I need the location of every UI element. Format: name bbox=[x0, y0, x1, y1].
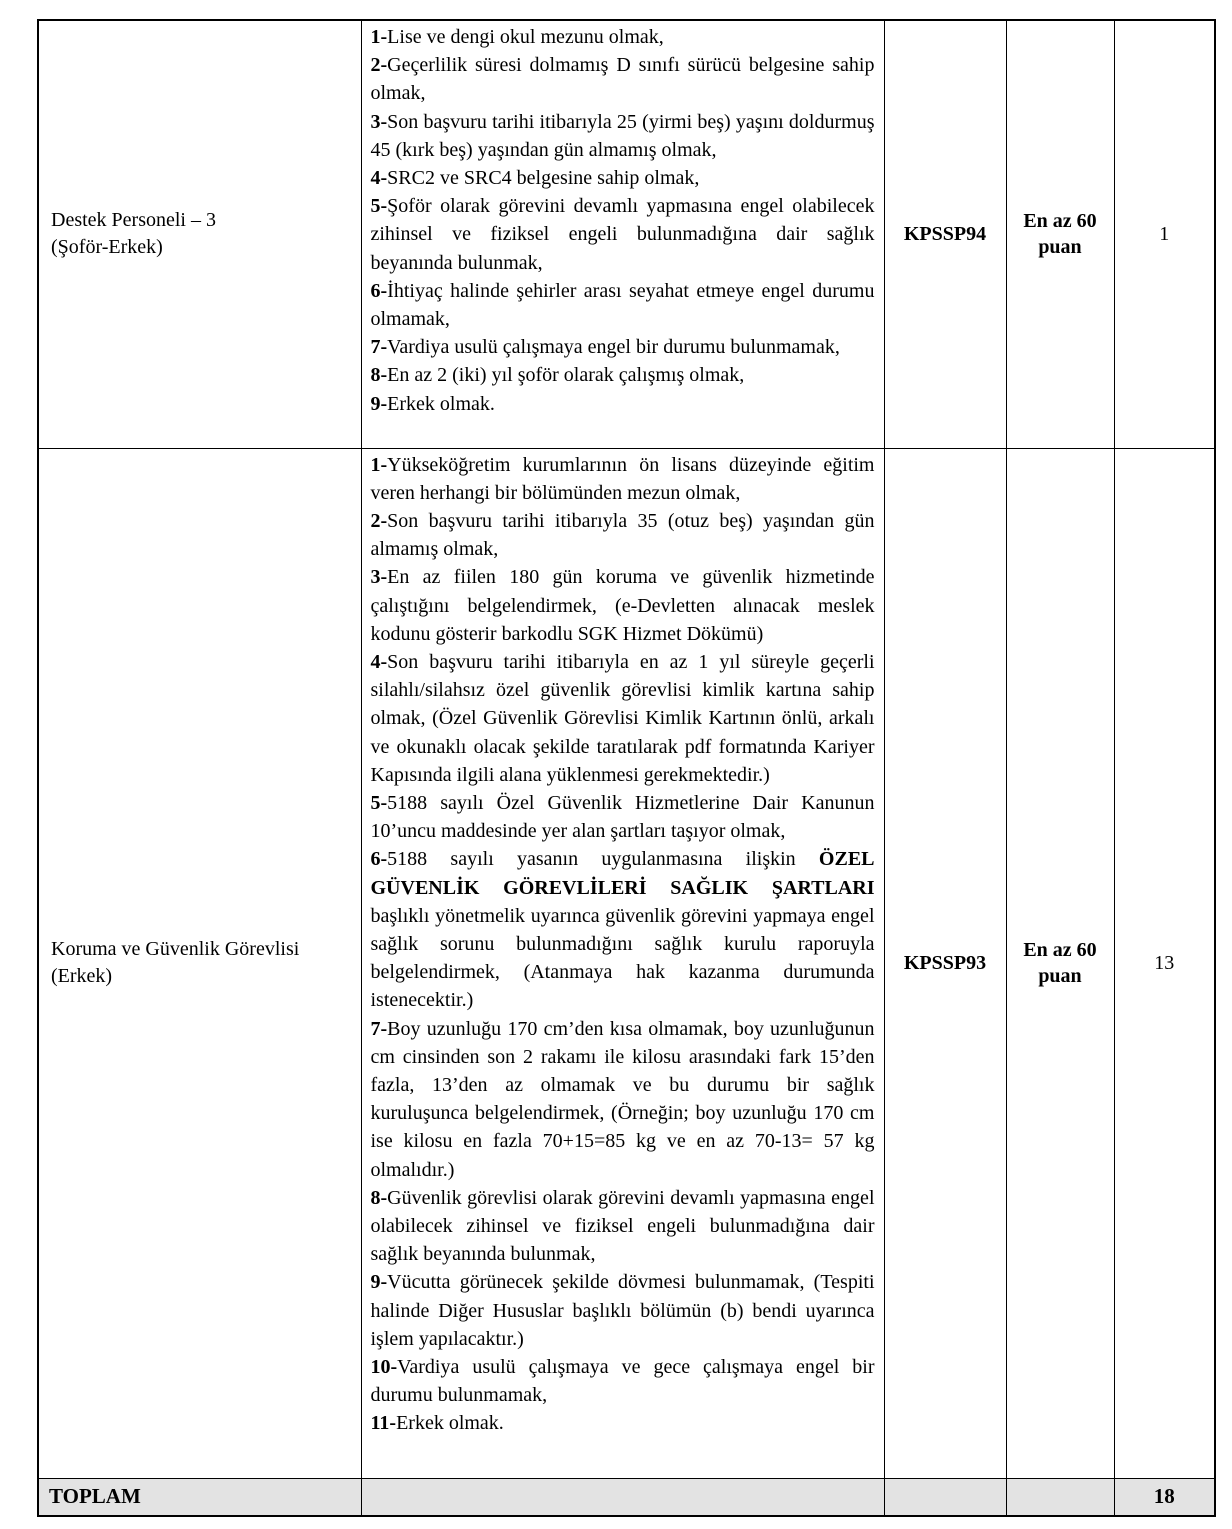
requirement-item: 7-Vardiya usulü çalışmaya engel bir durumu bulunmamak, bbox=[370, 336, 840, 359]
table-body bbox=[38, 20, 1215, 1478]
total-empty-kpss-cell bbox=[884, 1478, 1006, 1516]
requirement-item: 3-En az fiilen 180 gün koruma ve güvenlik hizmetinde çalıştığını belgelendirmek, (e-Devletten alınacak meslek kodunu gösterir barkodlu SGK Hizmet Dökümü) bbox=[370, 566, 875, 645]
kpss-score-type-cell: KPSSP93 bbox=[884, 448, 1006, 1478]
total-label: TOPLAM bbox=[38, 1478, 361, 1516]
requirement-item: 8-Güvenlik görevlisi olarak görevini devamlı yapmasına engel olabilecek zihinsel ve fiziksel engeli bulunmadığına dair sağlık beyanında bulunmak, bbox=[370, 1186, 875, 1266]
requirement-item: 9-Erkek olmak. bbox=[370, 392, 495, 415]
min-score-cell bbox=[1006, 448, 1114, 1478]
total-empty-requirements-cell bbox=[361, 1478, 884, 1516]
requirements-cell bbox=[361, 448, 884, 1478]
table-row bbox=[38, 448, 1215, 1478]
requirement-item: 4-Son başvuru tarihi itibarıyla en az 1 yıl süreyle geçerli silahlı/silahsız özel güvenlik görevlisi kimlik kartına sahip olmak, (Özel Güvenlik Görevlisi Kimlik Kartının önlü, arkalı ve okunaklı olacak şekilde taratılarak pdf formatında Kariyer Kapısında ilgili alana yüklenmesi gerekmektedir.) bbox=[370, 650, 875, 786]
min-score-line: En az 60 bbox=[1023, 939, 1097, 961]
requirement-item: 6-İhtiyaç halinde şehirler arası seyahat etmeye engel durumu olmamak, bbox=[370, 279, 875, 331]
requirement-item: 7-Boy uzunluğu 170 cm’den kısa olmamak, boy uzunluğunun cm cinsinden son 2 rakamı ile kilosu arasındaki fark 15’den fazla, 13’den az olmamak ve bu durumu bir sağlık kuruluşunca belgelendirmek, (Örneğin; boy uzunluğu 170 cm ise kilosu en fazla 70+15=85 kg ve en az 70-13= 57 kg olmalıdır.) bbox=[370, 1017, 875, 1181]
min-score-cell bbox=[1006, 20, 1114, 448]
requirement-item: 5-5188 sayılı Özel Güvenlik Hizmetlerine Dair Kanunun 10’uncu maddesinde yer alan şartları taşıyor olmak, bbox=[370, 791, 875, 843]
position-title-line: (Erkek) bbox=[51, 965, 113, 987]
min-score-line: puan bbox=[1038, 236, 1082, 259]
position-title-cell bbox=[38, 20, 361, 448]
requirement-item: 4-SRC2 ve SRC4 belgesine sahip olmak, bbox=[370, 167, 700, 190]
position-count-cell: 13 bbox=[1114, 448, 1215, 1478]
table-footer bbox=[38, 1478, 1215, 1516]
table-row bbox=[38, 20, 1215, 448]
requirement-item: 1-Yükseköğretim kurumlarının ön lisans düzeyinde eğitim veren herhangi bir bölümünden mezun olmak, bbox=[370, 453, 875, 504]
kpss-score-type-cell: KPSSP94 bbox=[884, 20, 1006, 448]
requirement-item: 9-Vücutta görünecek şekilde dövmesi bulunmamak, (Tespiti halinde Diğer Hususlar başlıklı bölümün (b) bendi uyarınca işlem yapılacaktır.) bbox=[370, 1271, 875, 1350]
requirement-item: 8-En az 2 (iki) yıl şoför olarak çalışmış olmak, bbox=[370, 364, 745, 387]
requirement-item: 2-Geçerlilik süresi dolmamış D sınıfı sürücü belgesine sahip olmak, bbox=[370, 54, 875, 105]
requirement-item: 2-Son başvuru tarihi itibarıyla 35 (otuz beş) yaşından gün almamış olmak, bbox=[370, 509, 875, 561]
position-title-line: Destek Personeli – 3 bbox=[51, 209, 216, 232]
requirement-item: 10-Vardiya usulü çalışmaya ve gece çalışmaya engel bir durumu bulunmamak, bbox=[370, 1356, 875, 1407]
position-title-cell bbox=[38, 448, 361, 1478]
position-count-cell: 1 bbox=[1114, 20, 1215, 448]
requirements-cell bbox=[361, 20, 884, 448]
requirement-item: 3-Son başvuru tarihi itibarıyla 25 (yirmi beş) yaşını doldurmuş 45 (kırk beş) yaşından gün almamış olmak, bbox=[370, 110, 875, 161]
requirement-item: 1-Lise ve dengi okul mezunu olmak, bbox=[370, 26, 664, 48]
requirement-item: 11-Erkek olmak. bbox=[370, 1412, 504, 1435]
total-row bbox=[38, 1478, 1215, 1516]
position-title-line: (Şoför-Erkek) bbox=[51, 236, 163, 259]
position-title-line: Koruma ve Güvenlik Görevlisi bbox=[51, 938, 300, 960]
min-score-line: En az 60 bbox=[1023, 210, 1097, 233]
total-count: 18 bbox=[1114, 1478, 1215, 1516]
min-score-line: puan bbox=[1038, 965, 1082, 987]
requirement-item: 6-5188 sayılı yasanın uygulanmasına ilişkin ÖZEL GÜVENLİK GÖREVLİLERİ SAĞLIK ŞARTLARI başlıklı yönetmelik uyarınca güvenlik görevini yapmaya engel sağlık sorunu bulunmadığını sağlık kurulu raporuyla belgelendirmek, (Atanmaya hak kazanma durumunda istenecektir.) bbox=[370, 848, 875, 1012]
job-positions-table bbox=[37, 19, 1216, 1517]
requirement-item: 5-Şoför olarak görevini devamlı yapmasına engel olabilecek zihinsel ve fiziksel engeli bulunmadığına dair sağlık beyanında bulunmak, bbox=[370, 195, 875, 274]
announcement-table-container bbox=[37, 19, 1216, 1517]
total-empty-score-cell bbox=[1006, 1478, 1114, 1516]
